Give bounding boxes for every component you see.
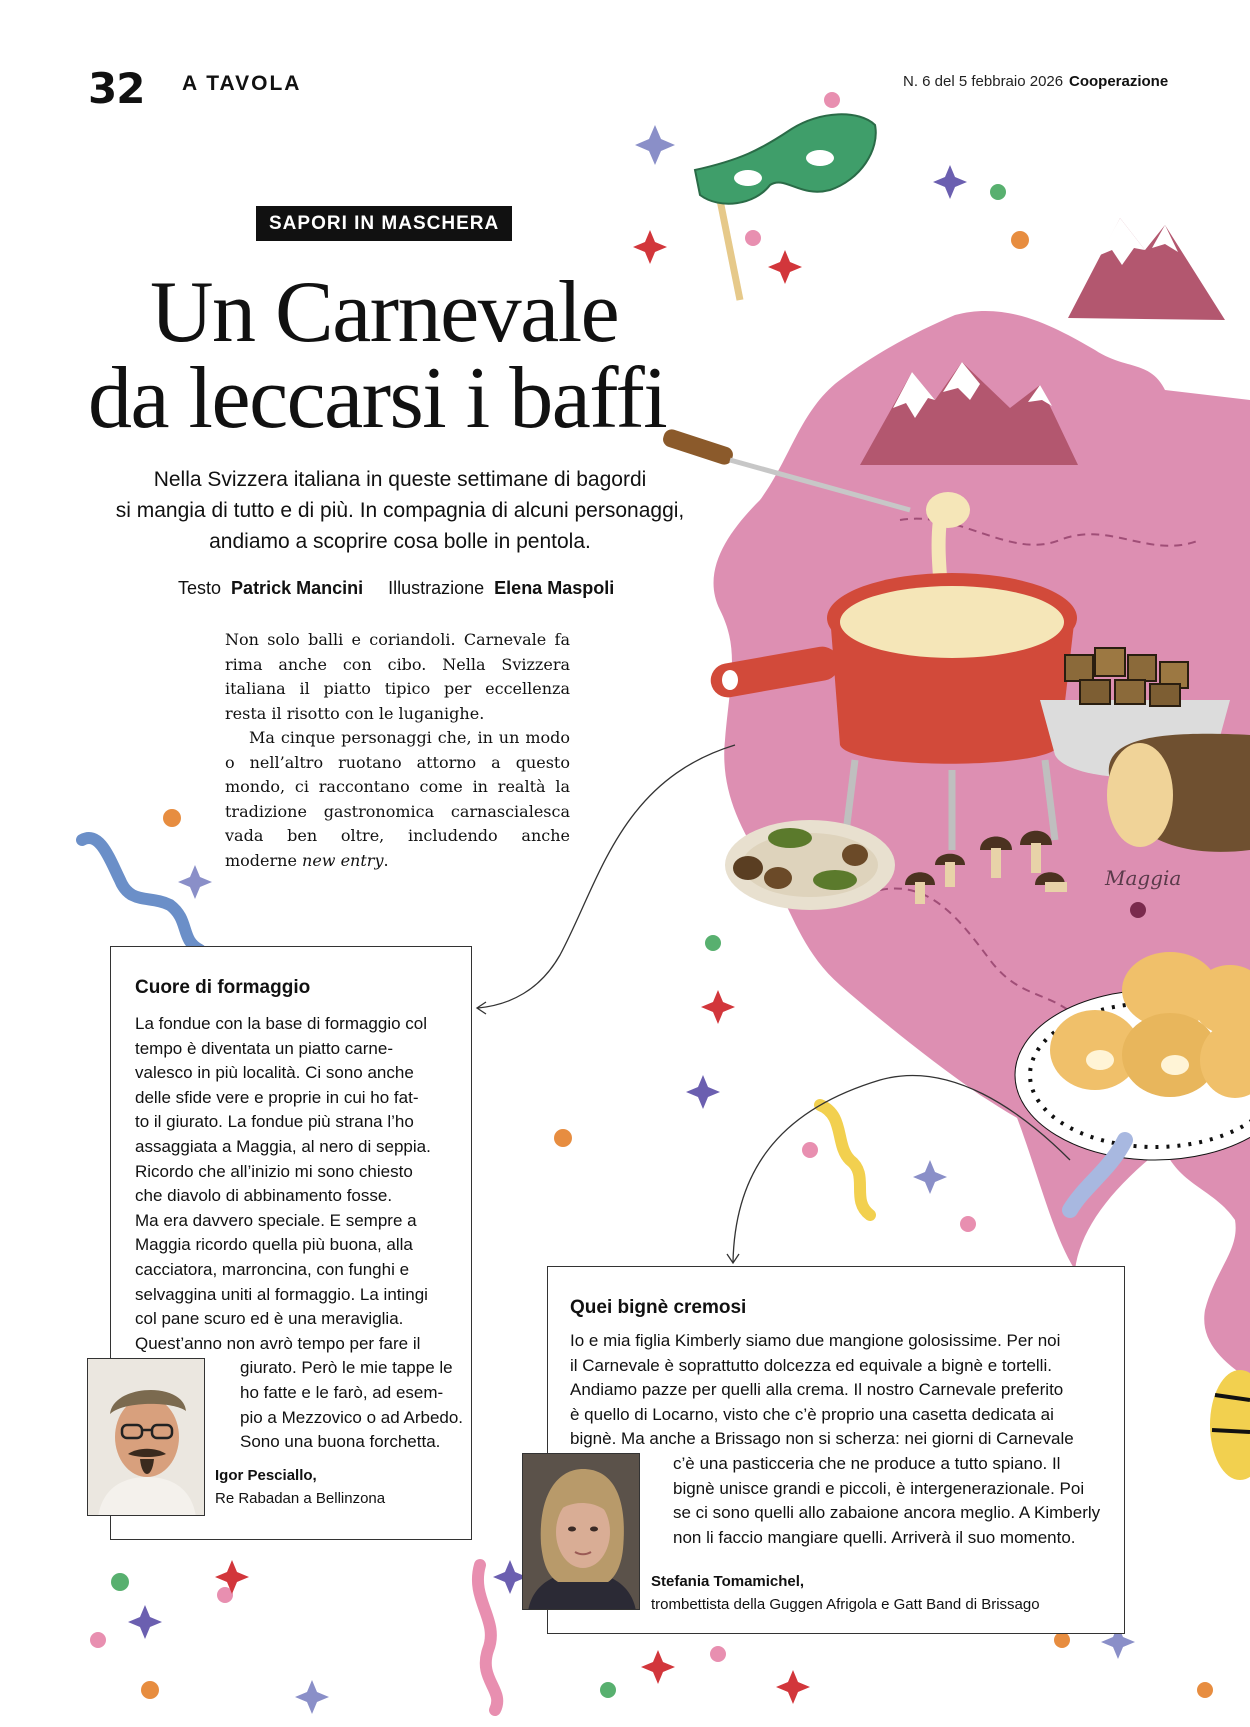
article-body [225,628,570,873]
illustration-label: Illustrazione [388,578,485,598]
box-text-line: pio a Mezzovico o ad Arbedo. [240,1407,464,1427]
person-role: trombettista della Guggen Afrigola e Gatt Band di Brissago [651,1596,1040,1613]
person-role: Re Rabadan a Bellinzona [215,1490,386,1507]
person-name: Stefania Tomamichel, [651,1573,805,1590]
box-text-line: tempo è diventata un piatto carne- [135,1038,393,1058]
issue-date: N. 6 del 5 febbraio 2026 [903,73,1064,90]
box-text-line: col pane scuro ed è una meraviglia. [135,1309,404,1329]
body-italic-term: new entry [302,850,384,870]
box-text-line: valesco in più località. Ci sono anche [135,1063,414,1083]
box-text-line: Sono una buona forchetta. [240,1432,441,1452]
box-text-line: è quello di Locarno, visto che c’è proprio una casetta dedicata ai [570,1404,1054,1424]
portrait-stefania-image [523,1454,640,1610]
box-text-line: cacciatora, marroncina, con funghi e [135,1259,410,1279]
box-text-line: c’è una pasticceria che ne produce a tutto spiano. Il [673,1453,1061,1473]
lead-line: si mangia di tutto e di più. In compagnia di alcuni personaggi, [115,499,685,522]
byline [178,578,614,599]
box-text-line: assaggiata a Maggia, al nero di seppia. [135,1136,431,1156]
kicker-label: SAPORI IN MASCHERA [256,206,512,241]
box-title: Cuore di formaggio [135,977,311,998]
lead-line: Nella Svizzera italiana in queste settimane di bagordi [153,468,647,491]
box-title: Quei bignè cremosi [570,1297,747,1318]
box-text-line: to il giurato. La fondue più strana l’ho [135,1112,414,1132]
box-text-line: Andiamo pazze per quelli alla crema. Il nostro Carnevale preferito [570,1380,1064,1400]
illustrator-signature: Maggia [1105,866,1182,890]
box-text-line: Ricordo che all’inizio mi sono chiesto [135,1161,413,1181]
portrait-photo-stefania [522,1453,640,1610]
portrait-photo-igor [87,1358,205,1516]
streamer-pink [478,1565,497,1710]
body-paragraph-2-end: . [383,850,389,870]
box-text-line: Quest’anno non avrò tempo per fare il [135,1333,421,1353]
headline-line-1: Un Carnevale [150,264,619,361]
lead-line: andiamo a scoprire cosa bolle in pentola. [209,530,591,553]
box-text-line: il Carnevale è soprattutto dolcezza ed equivale a bignè e tortelli. [570,1355,1052,1375]
streamer-blue [82,838,200,950]
box-text-line: selvaggina uniti al formaggio. La intingi [135,1284,428,1304]
publication-name: Cooperazione [1069,73,1169,90]
section-label: A TAVOLA [182,72,302,95]
box-text-line: che diavolo di abbinamento fosse. [135,1186,393,1206]
page-number: 32 [88,64,145,113]
portrait-igor-image [88,1359,205,1516]
box-text-line: Ma era davvero speciale. E sempre a [135,1210,417,1230]
plate-icon [725,820,895,910]
box-text-line: giurato. Però le mie tappe le [240,1358,453,1378]
box-text-line: se ci sono quelli allo zabaione ancora meglio. A Kimberly [673,1503,1101,1523]
box-text-line: bignè. Ma anche a Brissago non si scherza: nei giorni di Carnevale [570,1429,1074,1449]
author-name: Patrick Mancini [231,578,364,598]
box-text-line: Maggia ricordo quella più buona, alla [135,1235,413,1255]
box-text-line: bignè unisce grandi e piccoli, è intergenerazionale. Poi [673,1478,1085,1498]
streamer-yellow [820,1105,870,1215]
box-text-line: ho fatte e le farò, ad esem- [240,1382,444,1402]
box-text-line: Io e mia figlia Kimberly siamo due mangione golosissime. Per noi [570,1331,1061,1350]
box-text-line: non li faccio mangiare quelli. Arriverà il suo momento. [673,1527,1076,1547]
text-label: Testo [178,578,222,598]
box-text-line: La fondue con la base di formaggio col [135,1014,428,1033]
box-text-line: delle sfide vere e proprie in cui ho fat- [135,1087,419,1107]
illustrator-name: Elena Maspoli [494,578,615,598]
body-paragraph-1: Non solo balli e coriandoli. Carnevale fa rima anche con cibo. Nella Svizzera italiana il piatto tipico per eccellenza resta il risotto con le luganighe. [225,630,570,723]
lead-paragraph [80,464,720,557]
body-paragraph-2 [225,726,570,873]
bread-loaf-icon [1107,734,1250,852]
box-text [570,1329,1118,1550]
person-name: Igor Pesciallo, [215,1467,317,1484]
body-paragraph-2-text: Ma cinque personaggi che, in un modo o nell’altro ruotano attorno a questo mondo, ci raccontano come in realtà la tradizione gastronomica carnascialesca vada ben oltre, includendo anche moderne [225,728,570,870]
headline-line-2: da leccarsi i baffi [88,350,667,447]
